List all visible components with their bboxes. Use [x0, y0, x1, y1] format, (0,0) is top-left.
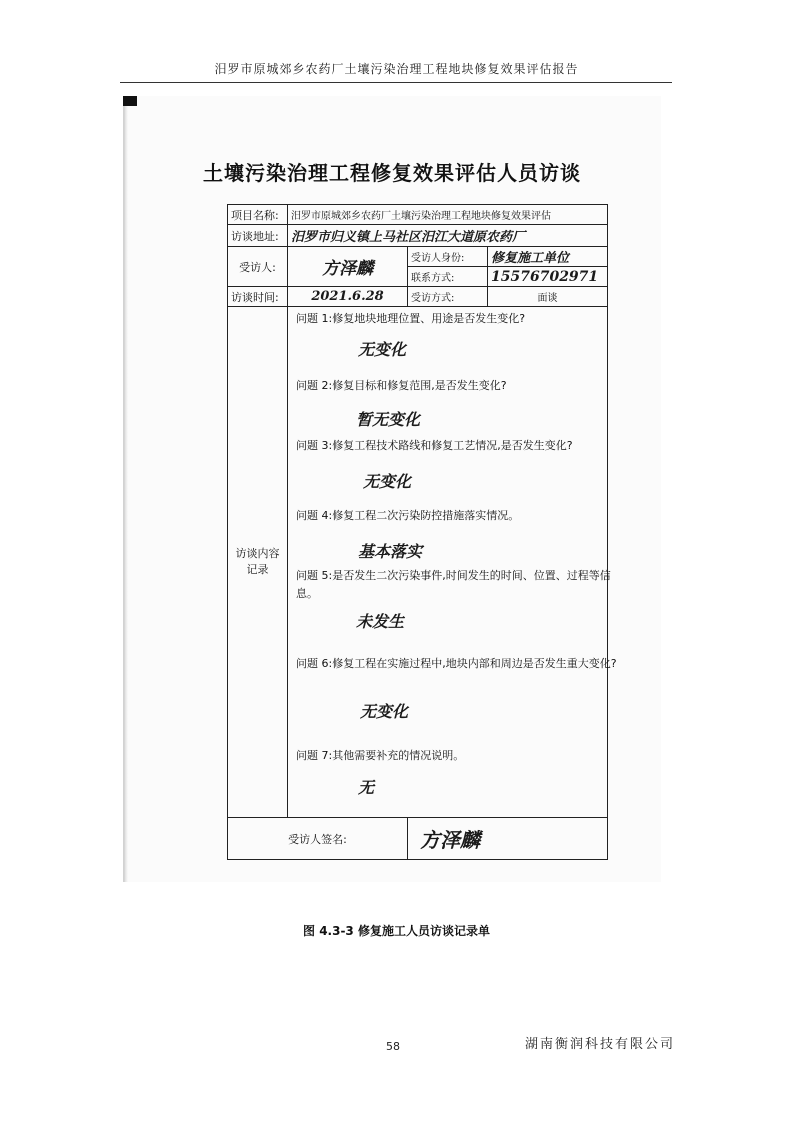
- question-7: 问题 7:其他需要补充的情况说明。: [296, 749, 465, 762]
- question-4: 问题 4:修复工程二次污染防控措施落实情况。: [296, 509, 520, 522]
- address-label: 访谈地址:: [228, 225, 288, 247]
- answer-4: 基本落实: [358, 542, 423, 561]
- interview-time-label: 访谈时间:: [228, 287, 288, 307]
- form-title: 土壤污染治理工程修复效果评估人员访谈: [203, 161, 581, 185]
- interviewee-label: 受访人:: [228, 247, 288, 287]
- answer-2: 暂无变化: [356, 410, 421, 429]
- identity-value: 修复施工单位: [488, 247, 608, 267]
- answer-7: 无: [358, 778, 375, 797]
- question-6: 问题 6:修复工程在实施过程中,地块内部和周边是否发生重大变化?: [296, 657, 617, 670]
- record-label: [228, 307, 288, 818]
- record-content: [288, 307, 617, 818]
- answer-3: 无变化: [363, 472, 412, 491]
- signature-value: 方泽麟: [408, 818, 608, 860]
- header-divider: [120, 82, 672, 83]
- scan-corner-mark: [123, 96, 137, 106]
- signature-label: 受访人签名:: [228, 818, 408, 860]
- record-label-line1: 访谈内容: [235, 547, 280, 560]
- address-value: 汨罗市归义镇上马社区汨江大道原农药厂: [288, 225, 608, 247]
- page-number: 58: [386, 1040, 400, 1053]
- contact-value: 15576702971: [488, 267, 608, 287]
- project-name-value: 汨罗市原城郊乡农药厂土壤污染治理工程地块修复效果评估: [288, 205, 608, 225]
- question-3: 问题 3:修复工程技术路线和修复工艺情况,是否发生变化?: [296, 439, 573, 452]
- scan-shadow-edge: [123, 96, 128, 882]
- interview-form-table: [227, 204, 617, 860]
- project-name-label: 项目名称:: [228, 205, 288, 225]
- contact-label: 联系方式:: [408, 267, 488, 287]
- scanned-interview-form: [123, 96, 661, 882]
- figure-caption: 图 4.3-3 修复施工人员访谈记录单: [303, 924, 490, 938]
- identity-label: 受访人身份:: [408, 247, 488, 267]
- report-header-title: 汨罗市原城郊乡农药厂土壤污染治理工程地块修复效果评估报告: [214, 62, 579, 76]
- answer-6: 无变化: [360, 702, 409, 721]
- interview-time-value: 2021.6.28: [288, 287, 408, 307]
- interview-mode-value: 面谈: [488, 287, 608, 307]
- question-5: 问题 5:是否发生二次污染事件,时间发生的时间、位置、过程等信息。: [296, 569, 611, 600]
- interviewee-value: 方泽麟: [288, 247, 408, 287]
- record-label-line2: 记录: [246, 563, 269, 576]
- answer-1: 无变化: [358, 340, 407, 359]
- answer-5: 未发生: [356, 612, 405, 631]
- interview-mode-label: 受访方式:: [408, 287, 488, 307]
- question-2: 问题 2:修复目标和修复范围,是否发生变化?: [296, 379, 507, 392]
- question-1: 问题 1:修复地块地理位置、用途是否发生变化?: [296, 312, 526, 325]
- company-name: 湖南衡润科技有限公司: [525, 1037, 676, 1052]
